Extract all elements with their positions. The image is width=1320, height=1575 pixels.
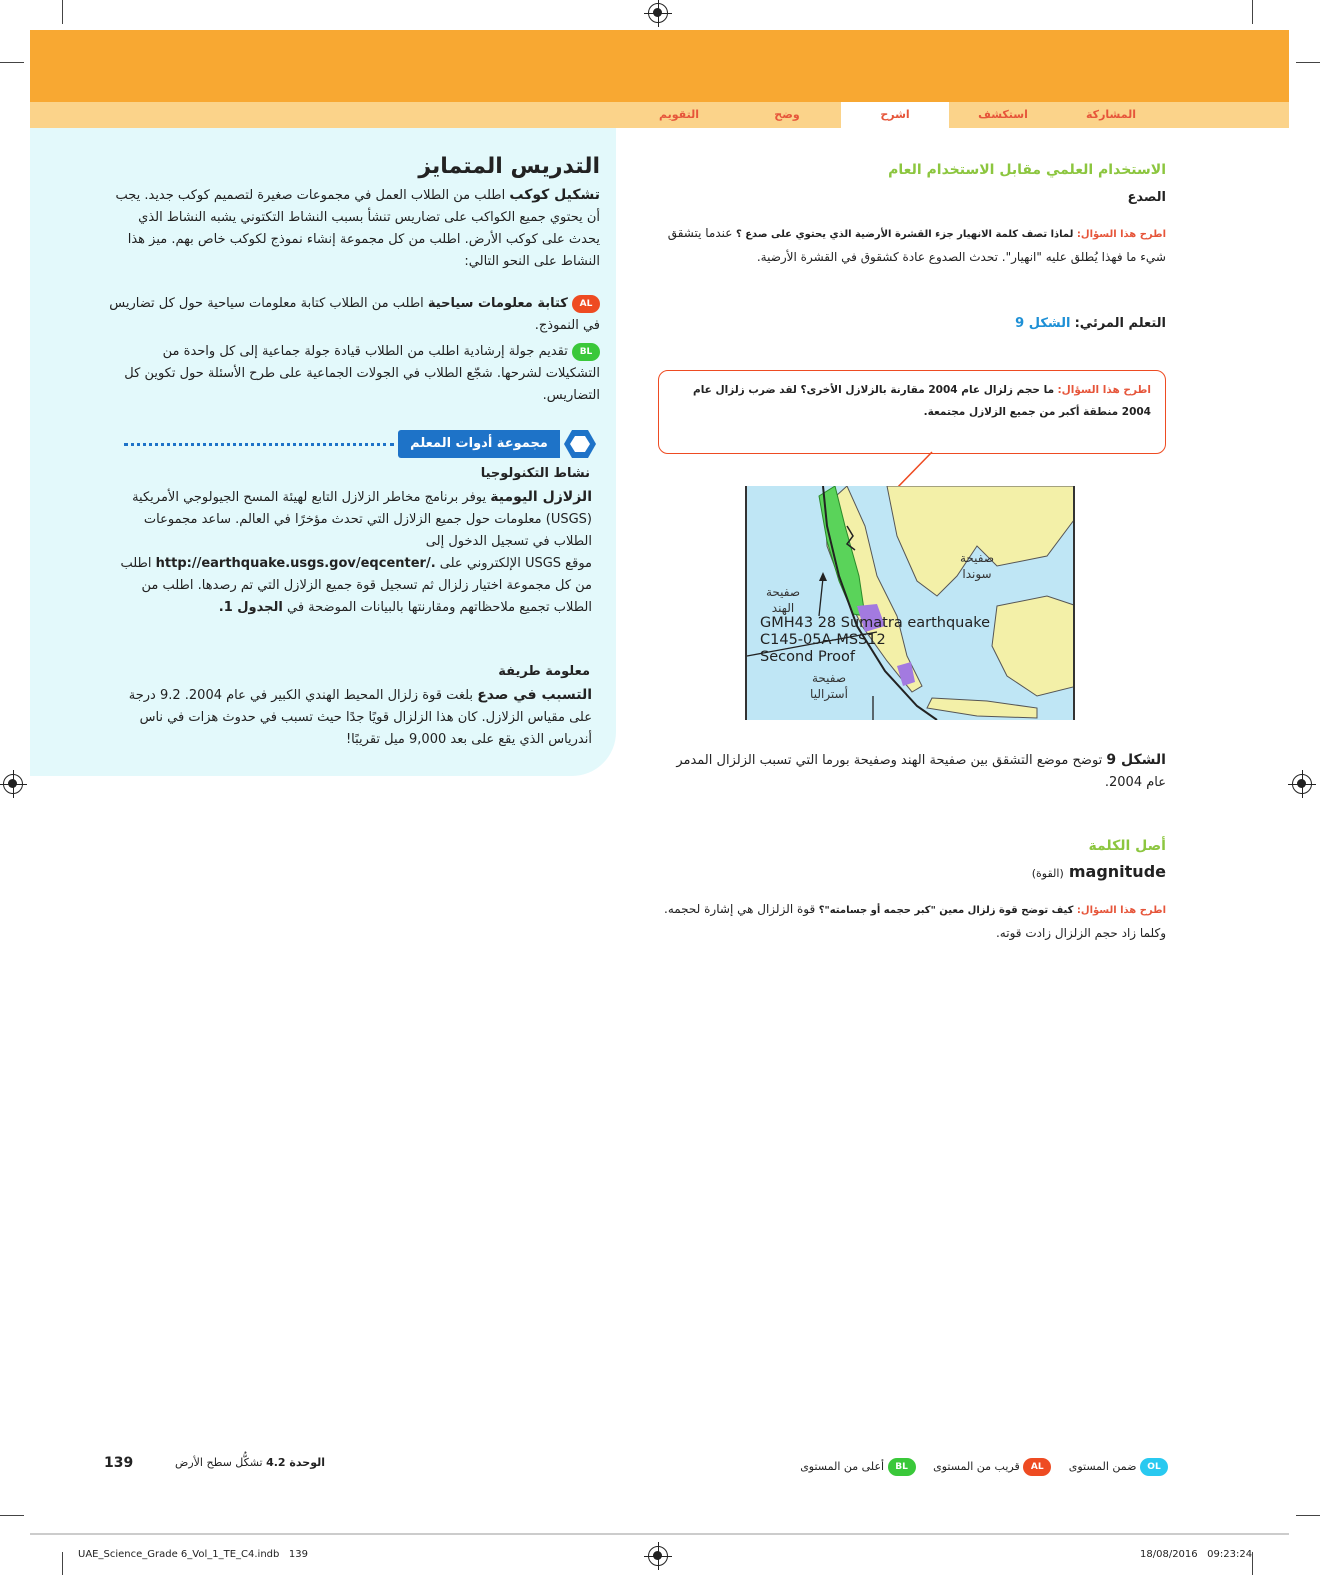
legend-ol: ضمن المستوى bbox=[1068, 1460, 1137, 1473]
registration-mark-icon bbox=[648, 3, 668, 23]
australia-plate-label: صفيحة أستراليا bbox=[810, 671, 848, 701]
fun-fact-heading: معلومة طريفة bbox=[498, 664, 590, 679]
al-text: اطلب من الطلاب كتابة معلومات سياحية حول كل تضاريس في النموذج. bbox=[109, 296, 600, 333]
question-2-text: قوة الزلزال هي إشارة لحجمه. وكلما زاد حجم الزلزال زادت قوته. bbox=[664, 902, 1166, 940]
footer-unit: الوحدة 4.2 bbox=[266, 1456, 325, 1469]
dotted-rule bbox=[124, 443, 394, 446]
caption-text: توضح موضع التشقق بين صفيحة الهند وصفيحة بورما التي تسبب الزلزال المدمر عام 2004. bbox=[676, 753, 1166, 790]
al-bold: كتابة معلومات سياحية bbox=[427, 296, 568, 311]
tech-activity-heading: نشاط التكنولوجيا bbox=[480, 466, 590, 481]
file-slug: UAE_Science_Grade 6_Vol_1_TE_C4.indb 139 bbox=[78, 1549, 308, 1560]
registration-mark-icon bbox=[3, 774, 23, 794]
legend-bl: أعلى من المستوى bbox=[800, 1460, 885, 1473]
figure-reference: الشكل 9 bbox=[1015, 316, 1071, 331]
bl-item bbox=[108, 341, 600, 407]
footer-rule bbox=[30, 1533, 1289, 1535]
intro-text: اطلب من الطلاب العمل في مجموعات صغيرة لتصميم كوكب جديد. يجب أن يحتوي جميع الكواكب على تضاريس تنشأ بسبب النشاط التكتوني يشبه النشاط الذي يحدث على كوكب الأرض. اطلب من كل مجموعة إنشاء نموذج لكوكب خاص بهم. ميز هذا النشاط على النحو التالي: bbox=[115, 188, 600, 269]
crop-mark bbox=[1252, 1552, 1253, 1575]
question-1-label: اطرح هذا السؤال: bbox=[1076, 229, 1166, 240]
tech-text-1: يوفر برنامج مخاطر الزلازل التابع لهيئة المسح الجيولوجي الأمريكية (USGS) معلومات حول جميع الزلازل التي تحدث مؤخرًا في العالم. ساعد مجموعات الطلاب في تسجيل الدخول إلى bbox=[132, 490, 592, 549]
proof-stamp-line: GMH43 28 Sumatra earthquake bbox=[760, 615, 991, 631]
intro-paragraph bbox=[108, 184, 600, 273]
registration-mark-icon bbox=[648, 1546, 668, 1566]
question-2-label: اطرح هذا السؤال: bbox=[1076, 905, 1166, 916]
india-plate-label: صفيحة الهند bbox=[765, 585, 801, 615]
toolkit-hexagon-icon bbox=[563, 428, 597, 460]
footer-unit-title: تشكُّل سطح الأرض bbox=[175, 1456, 263, 1469]
tab-explore[interactable]: استكشف bbox=[978, 108, 1028, 121]
visual-learning-label: التعلم المرئي: bbox=[1074, 316, 1166, 331]
visual-learning-heading bbox=[860, 316, 1166, 331]
intro-bold: تشكيل كوكب bbox=[509, 187, 600, 203]
teacher-toolkit-banner: مجموعة أدوات المعلم bbox=[398, 430, 560, 458]
registration-mark-icon bbox=[1292, 774, 1312, 794]
tech-text-2: موقع USGS الإلكتروني على bbox=[439, 556, 592, 571]
tech-text-3: اطلب من كل مجموعة اختيار زلزال ثم تسجيل قوة جميع الزلازل التي تم رصدها. اطلب من الطلاب تجميع ملاحظاتهم ومقارنتها بالبيانات الموضحة في bbox=[120, 556, 592, 615]
print-timestamp: 18/08/2016 09:23:24 bbox=[1140, 1549, 1253, 1560]
al-item bbox=[108, 293, 600, 337]
fact-text: بلغت قوة زلزال المحيط الهندي الكبير في عام 2004. 9.2 درجة على مقياس الزلازل. كان هذا الزلزال قويًا جدًا حيث تسبب في حدوث هزات في ناس أندرياس الذي يقع على بعد 9,000 ميل تقريبًا! bbox=[128, 688, 592, 747]
java-land bbox=[927, 698, 1037, 718]
crop-mark bbox=[0, 1515, 24, 1516]
callout-box bbox=[658, 370, 1166, 454]
header-banner bbox=[30, 30, 1289, 102]
table-reference: الجدول 1. bbox=[218, 600, 283, 615]
tab-explain[interactable]: اشرح bbox=[841, 102, 949, 128]
term-english: magnitude bbox=[1068, 862, 1166, 881]
sumatra-earthquake-map bbox=[745, 486, 1075, 720]
level-legend bbox=[760, 1458, 1168, 1476]
word-origin-term bbox=[900, 862, 1166, 881]
proof-stamp-line: C145-05A-MSS12 bbox=[760, 632, 886, 648]
pointer-arrow bbox=[819, 578, 823, 616]
tab-engage[interactable]: المشاركة bbox=[1086, 108, 1136, 121]
fun-fact-text bbox=[108, 684, 592, 751]
tab-bar bbox=[30, 102, 1289, 128]
al-tag-icon: AL bbox=[572, 295, 600, 313]
tab-evaluate[interactable]: التقويم bbox=[659, 108, 699, 121]
crop-mark bbox=[62, 1552, 63, 1575]
tech-activity-text bbox=[108, 486, 592, 619]
word-origin-heading: أصل الكلمة bbox=[1088, 838, 1166, 854]
sunda-plate-label: صفيحة سوندا bbox=[959, 551, 995, 581]
crop-mark bbox=[0, 62, 24, 63]
fact-bold: التسبب في صدع bbox=[477, 687, 592, 703]
borneo-land bbox=[992, 596, 1075, 696]
bl-legend-tag-icon: BL bbox=[888, 1458, 916, 1476]
bl-bold: تقديم جولة إرشادية bbox=[463, 344, 568, 359]
question-1 bbox=[658, 222, 1166, 269]
footer-section bbox=[160, 1456, 325, 1469]
question-2 bbox=[658, 898, 1166, 945]
panel-title: التدريس المتمايز bbox=[418, 154, 600, 179]
callout-label: اطرح هذا السؤال: bbox=[1057, 384, 1151, 396]
section-title: الاستخدام العلمي مقابل الاستخدام العام bbox=[888, 162, 1166, 178]
page-number: 139 bbox=[104, 1455, 134, 1471]
ol-tag-icon: OL bbox=[1140, 1458, 1168, 1476]
term-arabic: (القوة) bbox=[1031, 867, 1064, 880]
tech-bold: الزلازل اليومية bbox=[490, 489, 592, 505]
crop-mark bbox=[1296, 1515, 1320, 1516]
question-1-text: عندما يتشقق شيء ما فهذا يُطلق عليه "انهيار". تحدث الصدوع عادة كشقوق في القشرة الأرضية. bbox=[667, 226, 1166, 264]
crop-mark bbox=[62, 0, 63, 24]
question-2-bold: كيف توضح قوة زلزال معين "كبر حجمه أو جسامته"؟ bbox=[818, 905, 1074, 916]
legend-al: قريب من المستوى bbox=[933, 1460, 1020, 1473]
tab-elaborate[interactable]: وضح bbox=[774, 108, 800, 121]
bl-text: اطلب من الطلاب قيادة جولة جماعية إلى كل واحدة من التشكيلات لشرحها. شجّع الطلاب في الجولات الجماعية على طرح الأسئلة حول تكوين كل التضاريس. bbox=[124, 344, 600, 403]
arrow-head bbox=[819, 572, 827, 581]
proof-stamp-line: Second Proof bbox=[760, 649, 855, 665]
al-legend-tag-icon: AL bbox=[1023, 1458, 1051, 1476]
callout-text: ما حجم زلزال عام 2004 مقارنة بالزلازل الأخرى؟ لقد ضرب زلزال عام 2004 منطقة أكبر من جميع الزلازل مجتمعة. bbox=[693, 384, 1151, 418]
crop-mark bbox=[1296, 62, 1320, 63]
caption-bold: الشكل 9 bbox=[1106, 752, 1166, 768]
crop-mark bbox=[1252, 0, 1253, 24]
bl-tag-icon: BL bbox=[572, 343, 600, 361]
figure-caption bbox=[658, 749, 1166, 794]
fault-heading: الصدع bbox=[1127, 190, 1166, 205]
question-1-bold: لماذا تصف كلمة الانهيار جزء القشرة الأرضية الذي يحتوي على صدع ؟ bbox=[735, 229, 1074, 240]
usgs-link[interactable]: http://earthquake.usgs.gov/eqcenter/. bbox=[155, 556, 436, 571]
